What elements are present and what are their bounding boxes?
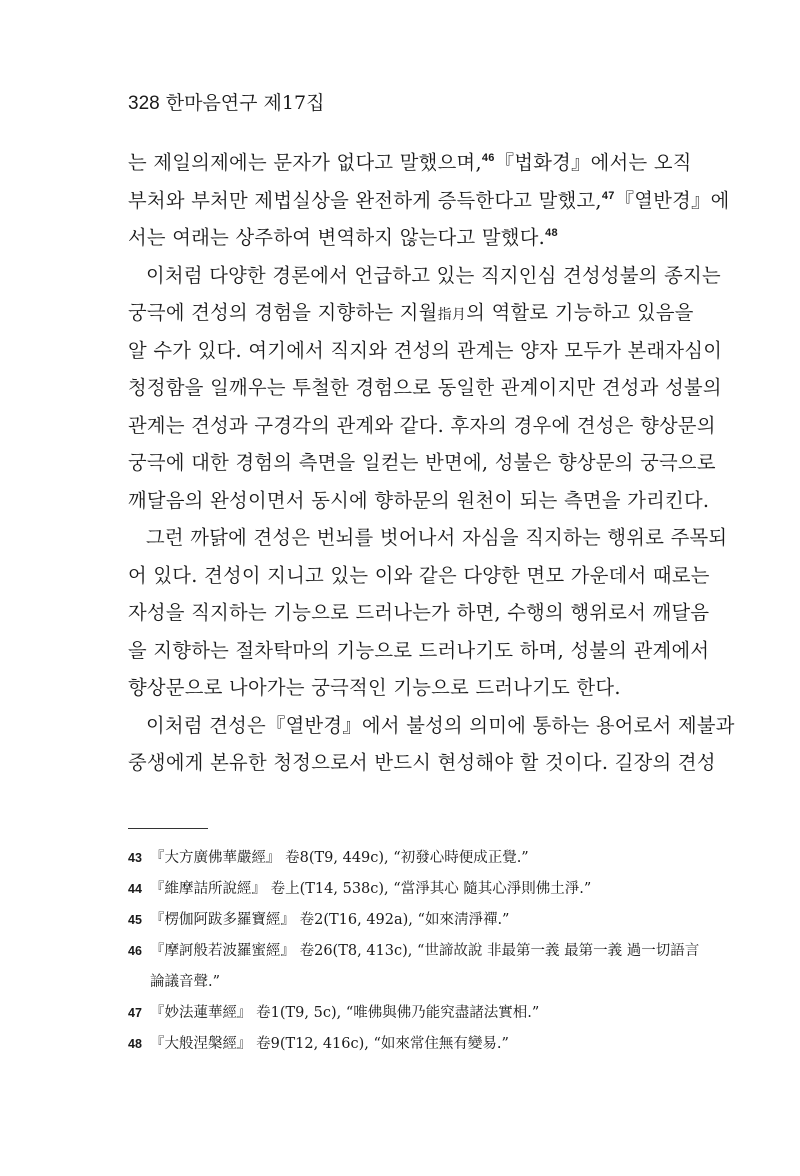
text-line: 자성을 직지하는 기능으로 드러나는가 하면, 수행의 행위로서 깨달음 [128,601,710,624]
footnote-44 [128,874,688,905]
footnote-45 [128,905,688,936]
footnote-ref-46[interactable]: 46 [481,152,495,164]
text-line: 청정함을 일깨우는 투철한 경험으로 동일한 관계이지만 견성과 성불의 [128,376,722,399]
text-line: 을 지향하는 절차탁마의 기능으로 드러나기도 하며, 성불의 관계에서 [128,638,710,662]
footnote-ref-47[interactable]: 47 [601,189,615,202]
text-line: 그런 까닭에 견성은 번뇌를 벗어나서 자심을 직지하는 행위로 주목되 [146,526,728,549]
footnote-text: 『維摩詰所說經』 卷上(T14, 538c), “當淨其心 隨其心淨則佛土淨.” [150,881,592,897]
footnote-43 [128,843,688,874]
footnote-ref-48[interactable]: 48 [545,227,558,239]
footnote-number: 43 [128,851,142,865]
footnote-text: 『妙法蓮華經』 卷1(T9, 5c), “唯佛與佛乃能究盡諸法實相.” [150,1005,540,1021]
footnotes [128,843,700,1060]
text-line: 는 제일의제에는 문자가 없다고 말했으며,$^{46}$『법화경』에서는 오직 [128,151,692,174]
footnote-number: 45 [128,913,142,927]
footnote-46 [128,936,700,998]
footnote-48 [128,1029,688,1060]
footnote-text: 『大方廣佛華嚴經』 卷8(T9, 449c), “初發心時便成正覺.” [150,850,529,866]
text-line: 부처와 부처만 제법실상을 완전하게 증득한다고 말했고,$^{47}$『열반경』에 [128,188,730,212]
text-line: 이처럼 견성은『열반경』에서 불성의 의미에 통하는 용어로서 제불과 [146,713,735,737]
footnote-number: 44 [128,882,142,896]
text-line: 서는 여래는 상주하여 변역하지 않는다고 말했다.$^{48}$ [128,226,558,249]
text-line: 관계는 견성과 구경각의 관계와 같다. 후자의 경우에 견성은 향상문의 [128,413,716,437]
body-text [128,144,735,782]
text-line: 중생에게 본유한 청정으로서 반드시 현성해야 할 것이다. 길장의 견성 [128,751,716,774]
text-line: 깨달음의 완성이면서 동시에 향하문의 원천이 되는 측면을 가리킨다. [128,488,710,512]
footnote-text: 『大般涅槃經』 卷9(T12, 416c), “如來常住無有變易.” [150,1036,509,1052]
footnote-number: 47 [128,1006,142,1020]
footnote-number: 46 [128,944,142,958]
footnote-47 [128,998,688,1029]
text-line: 향상문으로 나아가는 궁극적인 기능으로 드러나기도 한다. [128,676,621,699]
running-header [128,88,324,115]
footnote-number: 48 [128,1037,142,1051]
footnote-text: 『摩訶般若波羅蜜經』 卷26(T8, 413c), “世諦故說 非最第一義 最第一義 過一切語言 [150,943,700,959]
text-line: 궁극에 대한 경험의 측면을 일컫는 반면에, 성불은 향상문의 궁극으로 [128,451,716,474]
footnote-text-continued: 論議音聲.” [150,974,221,990]
text-line: 알 수가 있다. 여기에서 직지와 견성의 관계는 양자 모두가 본래자심이 [128,338,723,362]
hanja-gloss: 指月 [437,307,467,323]
journal-title: 한마음연구 제17집 [165,92,325,114]
footnote-separator [128,828,208,829]
footnote-text: 『楞伽阿跋多羅寶經』 卷2(T16, 492a), “如來淸淨禪.” [150,912,510,928]
text-line: 어 있다. 견성이 지니고 있는 이와 같은 다양한 면모 가운데서 때로는 [128,563,710,587]
text-line: 궁극에 견성의 경험을 지향하는 지월指月의 역할로 기능하고 있음을 [128,301,694,324]
text-line: 이처럼 다양한 경론에서 언급하고 있는 직지인심 견성성불의 종지는 [146,263,721,287]
page-number: 328 [128,93,160,114]
